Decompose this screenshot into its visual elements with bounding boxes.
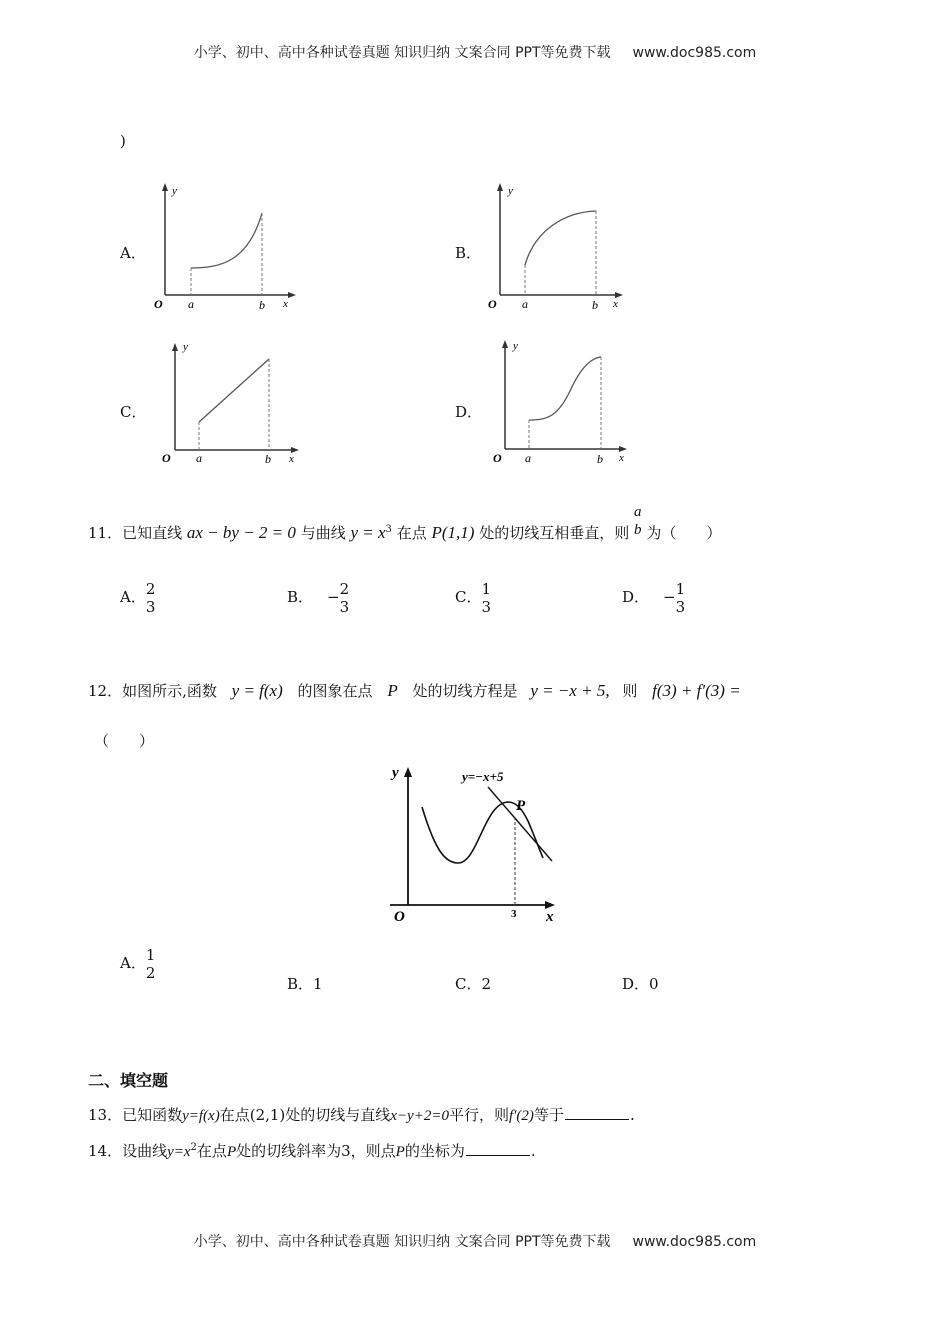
label-o: O [488,297,497,311]
label-y: y [183,341,188,353]
x-label: x [546,909,554,925]
q14-point-1: P [226,1144,237,1160]
option-fraction [676,580,686,616]
label-x: x [613,298,618,310]
q11-number: 11． [88,524,123,542]
label-x: x [289,453,294,465]
q14-text-4: 的坐标为 [404,1142,465,1160]
q11-option-c [455,580,491,616]
q11-option-d [622,580,685,616]
option-label: D． [622,588,650,606]
q12-paren: （ ） [94,732,155,750]
q14-end: . [530,1142,536,1160]
label-a: a [196,451,202,465]
q12-tangent: y = −x + 5, [530,681,610,700]
section-title: 二、填空题 [88,1071,169,1090]
q13-end: . [629,1106,635,1124]
x-arrow-icon [288,292,296,298]
q11-line-eq: ax − by − 2 = 0 [186,523,296,542]
q12-text-4: 则 [622,682,638,700]
line-graph [199,359,269,422]
tangent-label: y=−x+5 [462,769,504,784]
q11-option-a [120,580,155,616]
page-header [0,42,950,62]
label-y: y [508,185,513,197]
q12-number: 12． [88,682,123,700]
q13-number: 13． [88,1106,123,1124]
curve [529,357,601,420]
option-value: 0 [649,975,659,993]
q13-text-1: 已知函数 [122,1106,183,1124]
option-fraction [481,580,491,616]
q14-exp: 2 [190,1142,197,1153]
q13-line-eq: x−y+2=0 [390,1108,449,1124]
q11-curve-exp: 3 [385,524,392,535]
q12-expr: f(3) + f′(3) = [652,681,741,700]
q14-text-2: 在点 [196,1142,227,1160]
q14-point-2: P [395,1144,405,1160]
q10-option-b-graph [485,180,645,315]
q12-option-d [622,973,659,994]
option-fraction [146,946,156,982]
label-b: b [265,452,271,466]
label-a: a [525,451,531,465]
q12-option-b [287,973,323,994]
footer-text: 小学、初中、高中各种试卷真题 知识归纳 文案合同 PPT等免费下载 [193,1234,611,1250]
q11-frac-den: b [634,522,642,538]
label-x: x [619,452,624,464]
page-footer [0,1231,950,1251]
y-arrow-icon [172,343,178,351]
label-b: b [592,298,598,312]
q12-text-2: 的图象在点 [297,682,373,700]
frac-den: 3 [145,598,156,616]
option-label: A． [120,588,146,606]
q11-curve-eq: y = x [350,523,386,542]
q10-option-b-label: B． [455,244,482,262]
q14-answer-blank[interactable] [466,1141,530,1156]
o-label: O [394,909,405,925]
label-b: b [259,298,265,312]
q10-option-c-graph [158,338,308,473]
q12-option-a [120,946,155,982]
label-o: O [154,297,163,311]
q12-option-c [455,973,491,994]
q10-option-d-graph [488,336,648,471]
q11-text-2: 与曲线 [300,524,346,542]
header-site: www.doc985.com [632,45,757,61]
q14-func: y=x [167,1144,191,1160]
q13-deriv: f′(2) [508,1108,534,1124]
q11-text-5: 为（ ） [646,524,722,542]
label-y: y [172,185,177,197]
option-fraction [146,580,156,616]
option-label: A． [120,954,146,972]
q13-text-4: 等于 [533,1106,564,1124]
q13-line [88,1104,635,1125]
q11-text-1: 已知直线 [122,524,183,542]
q12-point: P [387,681,398,700]
label-a: a [522,297,528,311]
p-label: P [516,798,526,814]
frac-den: 2 [145,964,156,982]
q11-line [88,504,722,543]
q12-text-1: 如图所示,函数 [122,682,217,700]
q11-option-b [287,580,349,616]
q12-text-3: 处的切线方程是 [412,682,518,700]
x-arrow-icon [545,901,555,909]
q11-fraction [634,503,642,539]
q11-text-4: 处的切线互相垂直，则 [479,524,630,542]
q13-answer-blank[interactable] [565,1105,629,1120]
header-text: 小学、初中、高中各种试卷真题 知识归纳 文案合同 PPT等免费下载 [193,45,611,61]
y-arrow-icon [404,767,412,777]
frac-num: 1 [145,946,156,964]
q11-point: P(1,1) [431,523,475,542]
q13-text-3: 平行，则 [448,1106,509,1124]
q13-text-2: 在点(2,1)处的切线与直线 [219,1106,391,1124]
q12-graph [360,755,575,930]
frac-num: 2 [339,580,350,598]
option-sign: − [327,588,340,606]
q10-option-a-graph [150,180,310,315]
option-label: B． [287,588,314,606]
q10-tail: ) [120,132,126,150]
q14-text-1: 设曲线 [122,1142,168,1160]
frac-den: 3 [339,598,350,616]
label-x: x [283,298,288,310]
tick-3: 3 [511,908,517,920]
q14-line [88,1140,536,1161]
footer-site: www.doc985.com [632,1234,757,1250]
option-value: 2 [481,975,492,993]
frac-den: 3 [675,598,686,616]
option-label: D． [622,975,650,993]
option-sign: − [663,588,676,606]
option-label: C． [455,588,482,606]
option-label: C． [455,975,482,993]
q12-func: y = f(x) [231,681,283,700]
label-y: y [513,340,518,352]
frac-num: 1 [675,580,686,598]
q10-option-d-label: D． [455,403,483,421]
q11-text-3: 在点 [396,524,427,542]
q12-line [88,680,741,701]
y-arrow-icon [502,340,508,348]
label-b: b [597,452,603,466]
q10-option-c-label: C． [120,403,147,421]
q10-option-a-label: A． [120,244,146,262]
y-label: y [392,765,399,781]
y-arrow-icon [497,183,503,191]
option-label: B． [287,975,314,993]
option-fraction [340,580,350,616]
frac-num: 2 [145,580,156,598]
label-o: O [493,451,502,465]
y-arrow-icon [162,183,168,191]
curve [525,211,596,265]
q14-number: 14． [88,1142,123,1160]
label-a: a [188,297,194,311]
option-value: 1 [313,975,323,993]
frac-num: 1 [481,580,492,598]
q14-text-3: 处的切线斜率为3，则点 [236,1142,396,1160]
label-o: O [162,451,171,465]
q13-func: y=f(x) [182,1108,220,1124]
q11-frac-num: a [634,504,642,520]
frac-den: 3 [481,598,492,616]
curve [191,213,262,268]
